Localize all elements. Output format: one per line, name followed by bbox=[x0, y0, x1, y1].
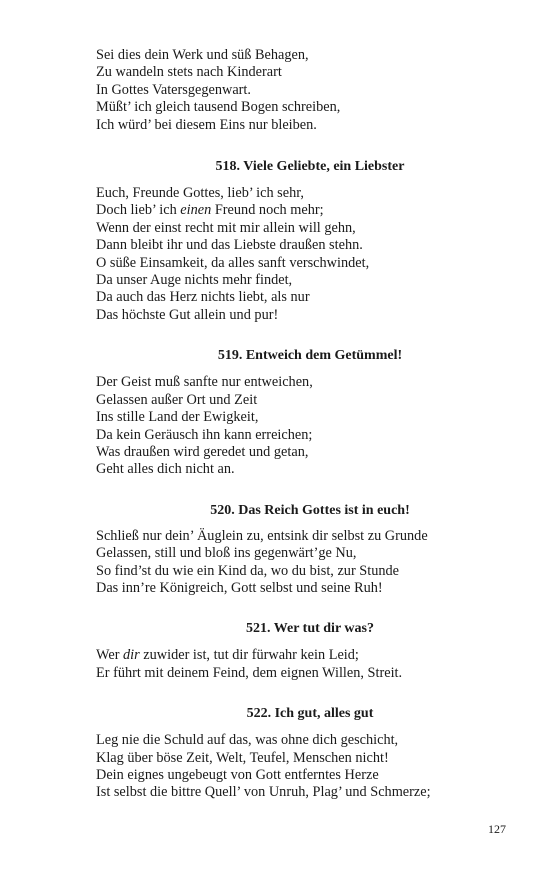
poem-title: 522. Ich gut, alles gut bbox=[246, 706, 374, 722]
verse-line: Da unser Auge nichts mehr findet, bbox=[96, 272, 293, 289]
poem-520-stanza bbox=[96, 528, 506, 598]
emphasized-word: dir bbox=[123, 647, 140, 664]
verse-line: So find’st du wie ein Kind da, wo du bist, zur Stunde bbox=[96, 562, 399, 579]
verse-line: Zu wandeln stets nach Kinderart bbox=[96, 64, 282, 81]
verse-line: Das höchste Gut allein und pur! bbox=[96, 306, 279, 323]
verse-line: Gelassen, still und bloß ins gegenwärt’ge Nu, bbox=[96, 545, 357, 562]
verse-line: Dann bleibt ihr und das Liebste draußen stehn. bbox=[96, 237, 363, 254]
verse-line: Ist selbst die bittre Quell’ von Unruh, Plag’ und Schmerze; bbox=[96, 784, 431, 801]
poem-title: 521. Wer tut dir was? bbox=[246, 621, 374, 637]
verse-line: Müßt’ ich gleich tausend Bogen schreiben, bbox=[96, 99, 341, 116]
verse-line: Geht alles dich nicht an. bbox=[96, 461, 235, 478]
verse-line: Schließ nur dein’ Äuglein zu, entsink dir selbst zu Grunde bbox=[96, 527, 428, 544]
verse-line: Leg nie die Schuld auf das, was ohne dich geschicht, bbox=[96, 732, 399, 749]
verse-line: Wenn der einst recht mit mir allein will gehn, bbox=[96, 219, 356, 236]
verse-line: O süße Einsamkeit, da alles sanft verschwindet, bbox=[96, 254, 370, 271]
page-number: 127 bbox=[488, 822, 506, 836]
verse-line: Sei dies dein Werk und süß Behagen, bbox=[96, 47, 309, 63]
poem-521-stanza bbox=[96, 647, 506, 682]
verse-line: Da auch das Herz nichts liebt, als nur bbox=[96, 289, 310, 306]
verse-line: Ich würd’ bei diesem Eins nur bleiben. bbox=[96, 116, 317, 133]
verse-line: Doch lieb’ ich einen Freund noch mehr; bbox=[96, 202, 324, 219]
poem-518-stanza bbox=[96, 185, 506, 324]
poem-title: 520. Das Reich Gottes ist in euch! bbox=[210, 502, 410, 518]
verse-line: Ins stille Land der Ewigkeit, bbox=[96, 409, 259, 426]
verse-line: Wer dir zuwider ist, tut dir fürwahr kein Leid; bbox=[96, 647, 359, 664]
verse-line: In Gottes Vatersgegenwart. bbox=[96, 81, 251, 98]
verse-line: Was draußen wird geredet und getan, bbox=[96, 443, 309, 460]
poem-522-stanza bbox=[96, 732, 506, 802]
poem-519-stanza bbox=[96, 374, 506, 478]
poem-title: 518. Viele Geliebte, ein Liebster bbox=[215, 159, 405, 175]
intro-stanza bbox=[96, 47, 506, 134]
verse-line: Gelassen außer Ort und Zeit bbox=[96, 391, 258, 408]
poem-title: 519. Entweich dem Getümmel! bbox=[217, 348, 403, 364]
verse-line: Klag über böse Zeit, Welt, Teufel, Menschen nicht! bbox=[96, 749, 389, 766]
verse-line: Das inn’re Königreich, Gott selbst und seine Ruh! bbox=[96, 579, 383, 596]
page-body bbox=[96, 47, 506, 802]
verse-line: Er führt mit deinem Feind, dem eignen Willen, Streit. bbox=[96, 664, 403, 681]
verse-line: Dein eignes ungebeugt von Gott entferntes Herze bbox=[96, 766, 379, 783]
verse-line: Euch, Freunde Gottes, lieb’ ich sehr, bbox=[96, 185, 304, 202]
verse-line: Da kein Geräusch ihn kann erreichen; bbox=[96, 426, 313, 443]
verse-line: Der Geist muß sanfte nur entweichen, bbox=[96, 374, 313, 391]
emphasized-word: einen bbox=[180, 202, 212, 219]
